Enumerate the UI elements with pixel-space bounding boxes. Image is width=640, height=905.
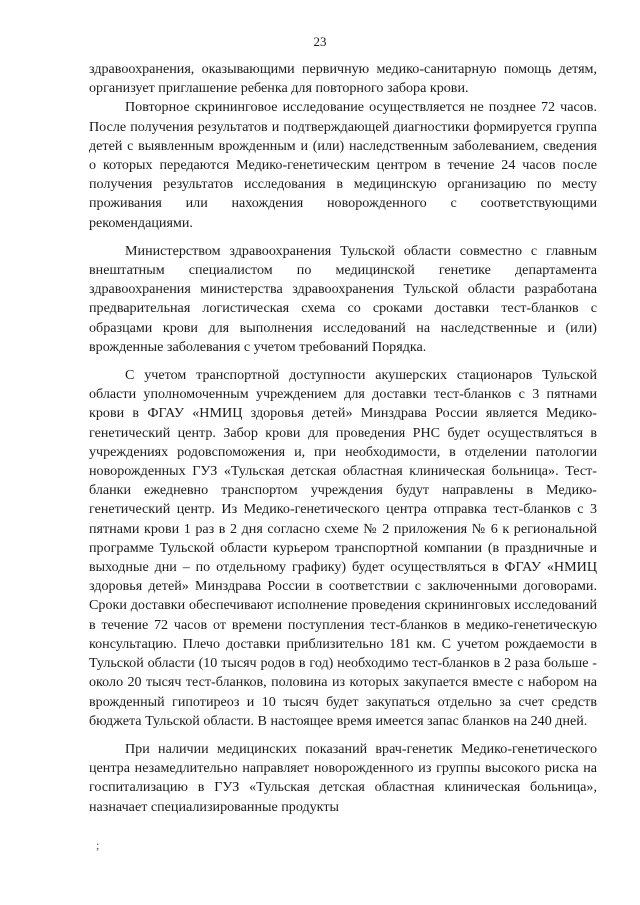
paragraph-logistics-scheme: Министерством здравоохранения Тульской области совместно с главным внештатным специалистом по медицинской генетике департамента здравоохранения министерства здравоохранения Тульской области разработана предварительная логистическая схема со сроками доставки тест-бланков с образцами крови для выполнения исследований на наследственные и (или) врожденные заболевания с учетом требований Порядка. bbox=[89, 242, 597, 355]
document-body bbox=[89, 60, 597, 817]
scan-mark: ; bbox=[96, 838, 100, 852]
paragraph-continuation: здравоохранения, оказывающими первичную медико-санитарную помощь детям, организует приглашение ребенка для повторного забора крови. bbox=[89, 61, 597, 97]
page-number: 23 bbox=[313, 34, 327, 49]
paragraph-repeat-screening: Повторное скрининговое исследование осуществляется не позднее 72 часов. После получения результатов и подтверждающей диагностики формируется группа детей с выявленным врожденным и (или) наследственным заболеванием, сведения о которых передаются Медико-генетическим центром в течение 24 часов после получения результатов исследования в медицинскую организацию по месту проживания или нахождения новорожденного с соответствующими рекомендациями. bbox=[89, 99, 597, 231]
paragraph-delivery: С учетом транспортной доступности акушерских стационаров Тульской области уполномоченным учреждением для доставки тест-бланков с 3 пятнами крови в ФГАУ «НМИЦ здоровья детей» Минздрава России является Медико-генетический центр. Забор крови для проведения РНС будет осуществляться в учреждениях родовспоможения и, при необходимости, в отделении патологии новорожденных ГУЗ «Тульская детская областная клиническая больница». Тест-бланки ежедневно транспортом учреждения будут направлены в Медико-генетический центр. Из Медико-генетического центра отправка тест-бланков с 3 пятнами крови 1 раз в 2 дня согласно схеме № 2 приложения № 6 к региональной программе Тульской области курьером транспортной компании (в праздничные и выходные дни – по отдельному графику) будет осуществляться в ФГАУ «НМИЦ здоровья детей» Минздрава России в соответствии с заключенными договорами. Сроки доставки обеспечивают исполнение проведения скрининговых исследований в течение 72 часов от времени поступления тест-бланков в медико-генетическую консультацию. Плечо доставки приблизительно 181 км. С учетом рождаемости в Тульской области (10 тысяч родов в год) необходимо тест-бланков в 2 раза больше - около 20 тысяч тест-бланков, половина из которых закупается вместе с набором на врожденный гипотиреоз и 10 тысяч будет закупаться отдельно за счет средств бюджета Тульской области. В настоящее время имеется запас бланков на 240 дней. bbox=[89, 367, 597, 729]
paragraph-medical-indications: При наличии медицинских показаний врач-генетик Медико-генетического центра незамедлительно направляет новорожденного из группы высокого риска на госпитализацию в ГУЗ «Тульская детская областная клиническая больница», назначает специализированные продукты bbox=[89, 740, 597, 815]
